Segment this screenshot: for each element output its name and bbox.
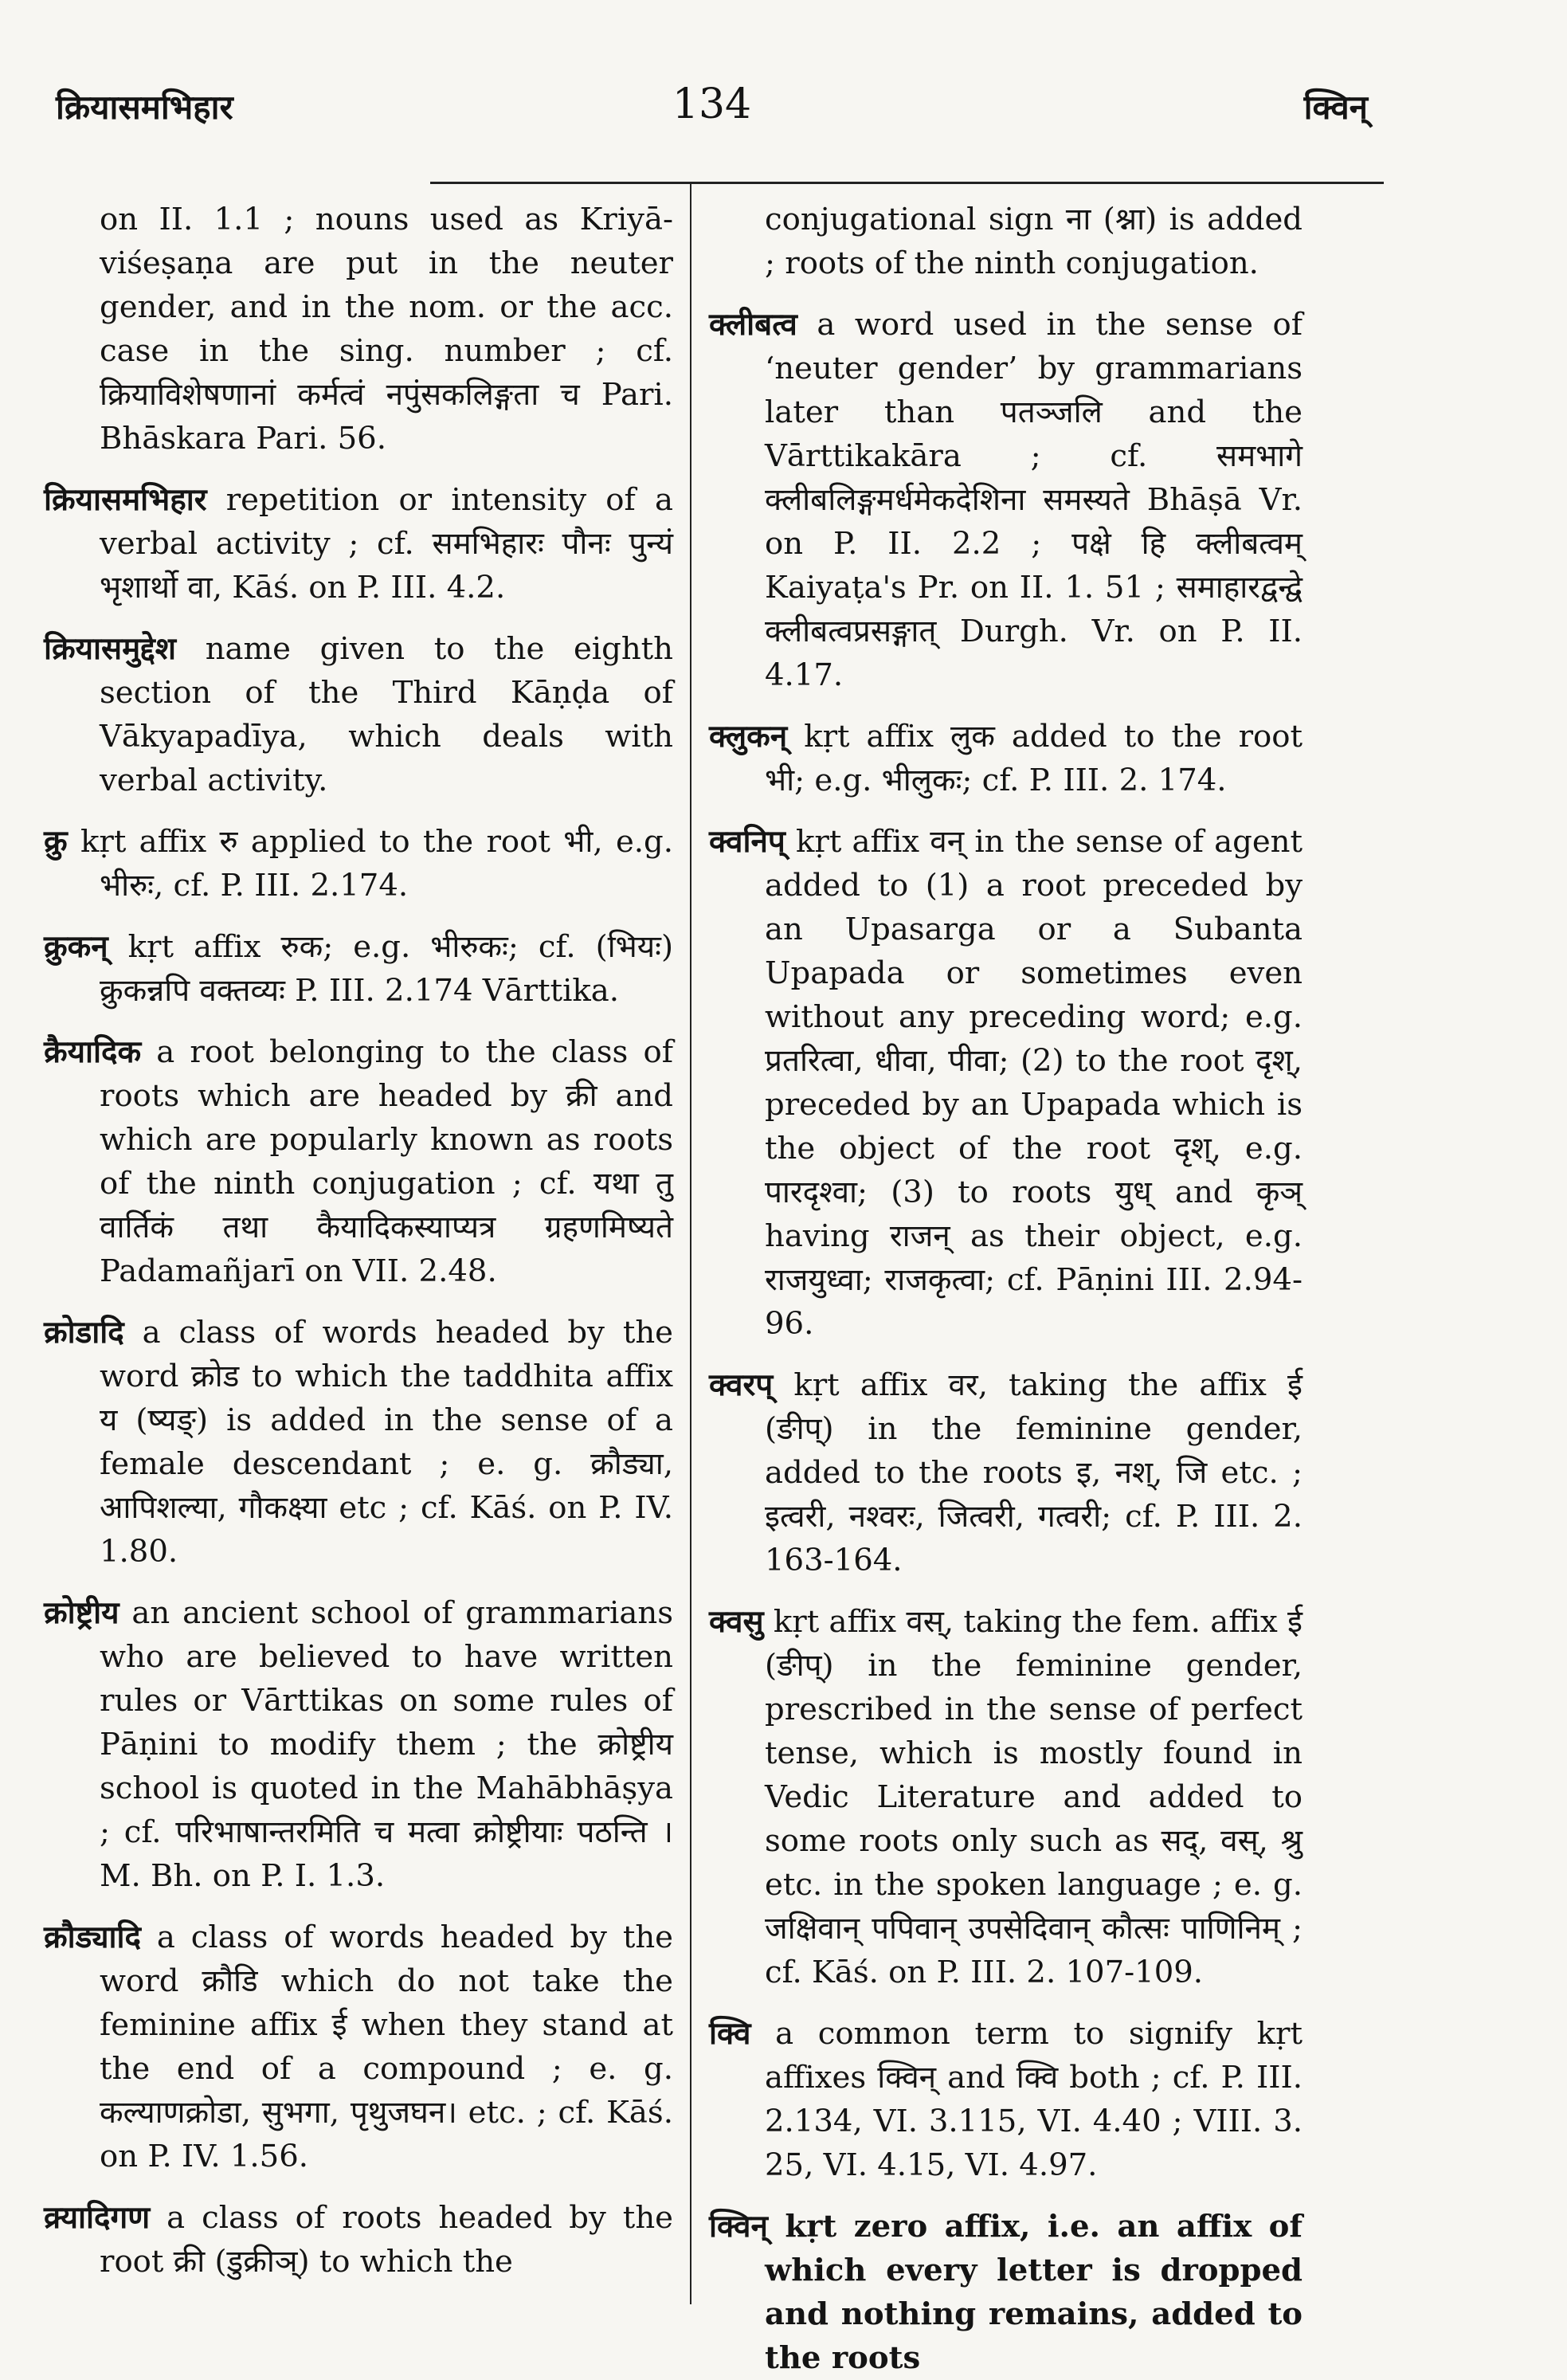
dictionary-entry xyxy=(709,1600,1303,1994)
dictionary-entry xyxy=(44,1311,673,1574)
entry-headword: क्वसु xyxy=(709,1604,764,1640)
left-column xyxy=(44,198,673,2312)
entry-headword: क्रु xyxy=(44,824,68,860)
entry-text: kṛt affix वन् in the sense of agent added to (1) a root preceded by an Upasarga or a Subanta Upapada or sometimes even without any preceding word; e.g. प्रतरित्वा, धीवा, पीवा; (2) to the root दृश्, preceded by an Upapada which is the object of the root दृश्, e.g. पारदृश्वा; (3) to roots युध् and कृञ् having राजन् as their object, e.g. राजयुध्वा; राजकृत्वा; cf. Pāṇini III. 2.94-96. xyxy=(765,824,1303,1342)
entry-headword: क्लीबत्व xyxy=(709,307,797,343)
entry-text: a word used in the sense of ‘neuter gender’ by grammarians later than पतञ्जलि and the Vārttikakāra ; cf. समभागे क्लीबलिङ्गमर्धमेकदेशिना समस्यते Bhāṣā Vr. on P. II. 2.2 ; पक्षे हि क्लीबत्वम् Kaiyaṭa's Pr. on II. 1. 51 ; समाहारद्वन्द्वे क्लीबत्वप्रसङ्गात् Durgh. Vr. on P. II. 4.17. xyxy=(765,307,1303,693)
entry-text: an ancient school of grammarians who are believed to have written rules or Vārttikas on some rules of Pāṇini to modify them ; the क्रोष्ट्रीय school is quoted in the Mahābhāṣya ; cf. परिभाषान्तरमिति च मत्वा क्रोष्ट्रीयाः पठन्ति । M. Bh. on P. I. 1.3. xyxy=(100,1595,674,1894)
dictionary-entry xyxy=(44,2196,673,2284)
entry-headword: क्रोष्ट्रीय xyxy=(44,1595,119,1631)
dictionary-entry xyxy=(44,1915,673,2178)
entry-headword: क्रुकन् xyxy=(44,929,108,965)
header-right-guide-word: क्विन् xyxy=(1303,88,1368,127)
dictionary-entry xyxy=(44,1591,673,1898)
entry-text: a class of words headed by the word क्रौडि which do not take the feminine affix ई when they stand at the end of a compound ; e. g. कल्याणक्रोडा, सुभगा, पृथुजघन। etc. ; cf. Kāś. on P. IV. 1.56. xyxy=(100,1919,674,2174)
entry-headword: क्विन् xyxy=(709,2209,768,2245)
entry-headword: क्रियासमुद्देश xyxy=(44,631,177,667)
entry-text: a class of roots headed by the root क्री (डुक्रीञ्) to which the xyxy=(100,2200,673,2280)
header-rule xyxy=(430,182,1384,184)
entry-text: a common term to signify kṛt affixes क्विन् and क्वि both ; cf. P. III. 2.134, VI. 3.115, VI. 4.40 ; VIII. 3. 25, VI. 4.15, VI. 4.97. xyxy=(765,2016,1303,2183)
entry-headword: क्वनिप् xyxy=(709,824,785,860)
entry-text: kṛt affix वर, taking the affix ई (ङीप्) in the feminine gender, added to the roots इ, नश्, जि etc. ; इत्वरी, नश्वरः, जित्वरी, गत्वरी; cf. P. III. 2. 163-164. xyxy=(765,1367,1303,1578)
dictionary-entry xyxy=(709,715,1303,802)
column-divider xyxy=(690,183,691,2304)
entry-headword: क्लुकन् xyxy=(709,719,788,755)
entry-headword: क्रैयादिक xyxy=(44,1034,142,1070)
entry-headword: क्वि xyxy=(709,2016,751,2052)
entry-text: kṛt zero affix, i.e. an affix of which every letter is dropped and nothing remains, added to the roots xyxy=(765,2209,1303,2376)
entry-headword: क्रियासमभिहार xyxy=(44,482,207,518)
dictionary-entry: on II. 1.1 ; nouns used as Kriyā-viśeṣaṇa are put in the neuter gender, and in the nom. or the acc. case in the sing. number ; cf. क्रियाविशेषणानां कर्मत्वं नपुंसकलिङ्गता च Pari. Bhāskara Pari. 56. xyxy=(100,202,673,457)
entry-text: kṛt affix लुक added to the root भी; e.g. भीलुकः; cf. P. III. 2. 174. xyxy=(765,719,1303,798)
dictionary-entry: conjugational sign ना (श्ना) is added ; roots of the ninth conjugation. xyxy=(765,202,1303,281)
dictionary-entry xyxy=(44,627,673,802)
entry-text: kṛt affix रु applied to the root भी, e.g. भीरुः, cf. P. III. 2.174. xyxy=(80,824,674,904)
dictionary-entry xyxy=(709,820,1303,1346)
entry-text: a class of words headed by the word क्रोड to which the taddhita affix य (ष्यङ्) is added in the sense of a female descendant ; e. g. क्रौड्या, आपिशल्या, गौकक्ष्या etc ; cf. Kāś. on P. IV. 1.80. xyxy=(100,1315,674,1570)
entry-text: kṛt affix रुक; e.g. भीरुकः; cf. (भियः) क्रुकन्नपि वक्तव्यः P. III. 2.174 Vārttika. xyxy=(100,929,673,1009)
entry-headword: क्रौड्यादि xyxy=(44,1919,142,1955)
right-column xyxy=(709,198,1303,2376)
entry-headword: क्र्यादिगण xyxy=(44,2200,151,2236)
dictionary-entry xyxy=(44,925,673,1013)
entry-headword: क्वरप् xyxy=(709,1367,774,1403)
dictionary-entry xyxy=(44,478,673,610)
dictionary-entry xyxy=(709,2205,1303,2380)
entry-text: kṛt affix वस्, taking the fem. affix ई (ङीप्) in the feminine gender, prescribed in the sense of perfect tense, which is mostly found in Vedic Literature and added to some roots only such as सद्, वस्, श्रु etc. in the spoken language ; e. g. जक्षिवान् पपिवान् उपसेदिवान् कौत्सः पाणिनिम् ; cf. Kāś. on P. III. 2. 107-109. xyxy=(765,1604,1303,1990)
dictionary-entry xyxy=(44,820,673,908)
page-number: 134 xyxy=(672,80,752,128)
dictionary-entry xyxy=(44,1030,673,1293)
entry-headword: क्रोडादि xyxy=(44,1315,124,1351)
dictionary-entry xyxy=(709,1363,1303,1582)
header-left-guide-word: क्रियासमभिहार xyxy=(56,88,233,127)
dictionary-entry xyxy=(709,303,1303,697)
page-header xyxy=(56,76,1368,139)
dictionary-entry xyxy=(709,2012,1303,2187)
entry-text: repetition or intensity of a verbal activity ; cf. समभिहारः पौनः पुन्यं भृशार्थो वा, Kāś. on P. III. 4.2. xyxy=(100,482,674,606)
entry-text: a root belonging to the class of roots which are headed by क्री and which are popularly known as roots of the ninth conjugation ; cf. यथा तु वार्तिकं तथा कैयादिकस्याप्यत्र ग्रहणमिष्यते Padamañjarī on VII. 2.48. xyxy=(100,1034,674,1289)
entry-text: name given to the eighth section of the Third Kāṇḍa of Vākyapadīya, which deals with verbal activity. xyxy=(100,631,674,798)
